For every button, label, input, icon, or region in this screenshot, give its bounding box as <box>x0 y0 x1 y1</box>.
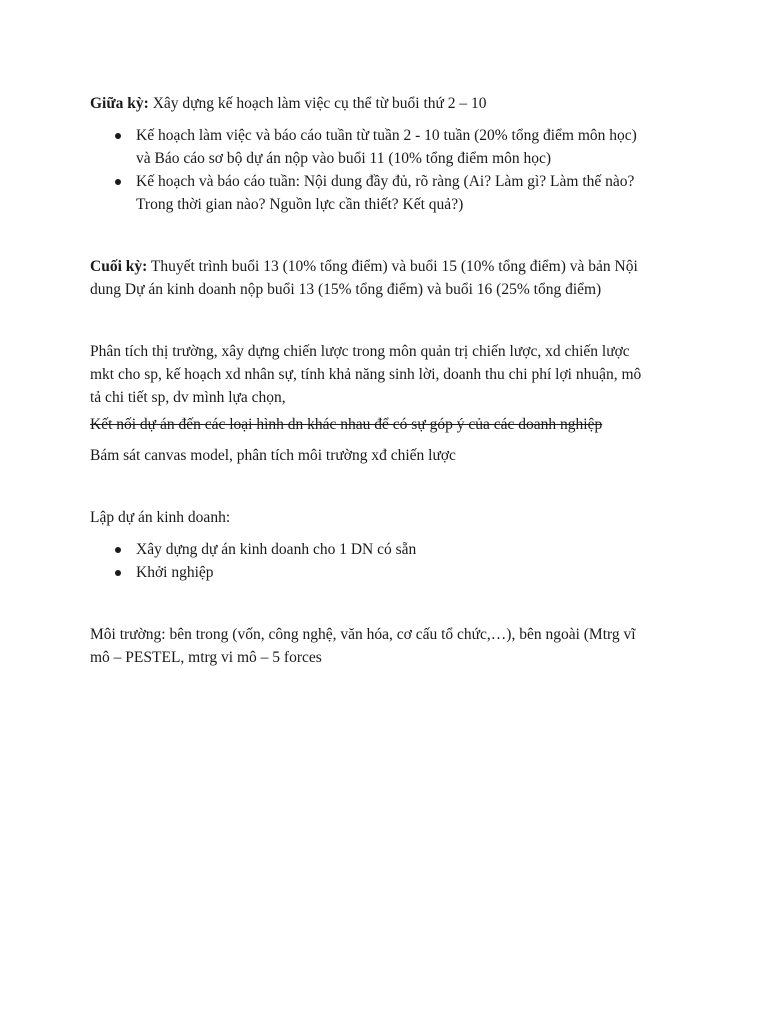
final-line1: Thuyết trình buổi 13 (10% tổng điểm) và buổi 15 (10% tổng điểm) và bản Nội <box>147 258 638 275</box>
project-item-2: Khởi nghiệp <box>136 564 214 581</box>
list-item <box>90 538 690 561</box>
analysis-paragraph <box>90 340 690 409</box>
environment-paragraph <box>90 623 690 669</box>
final-line2: dung Dự án kinh doanh nộp buổi 13 (15% tổng điểm) và buổi 16 (25% tổng điểm) <box>90 281 602 298</box>
canvas-text: Bám sát canvas model, phân tích môi trường xđ chiến lược <box>90 447 456 464</box>
connect-strikethrough-text: Kết nối dự án đến các loại hình dn khác nhau để có sự góp ý của các doanh nghiệp <box>90 416 603 433</box>
analysis-line1: Phân tích thị trường, xây dựng chiến lược trong môn quản trị chiến lược, xd chiến lược <box>90 343 630 360</box>
midterm-bullet-1-line2: và Báo cáo sơ bộ dự án nộp vào buổi 11 (10% tổng điểm môn học) <box>136 150 552 167</box>
final-paragraph <box>90 255 690 301</box>
final-label: Cuối kỳ: <box>90 258 148 275</box>
midterm-bullet-1-line1: Kế hoạch làm việc và báo cáo tuần từ tuần 2 - 10 tuần (20% tổng điểm môn học) <box>136 127 637 144</box>
list-item <box>90 561 690 584</box>
midterm-bullet-list <box>90 124 690 216</box>
list-item <box>90 124 690 170</box>
environment-line2: mô – PESTEL, mtrg vi mô – 5 forces <box>90 649 322 666</box>
project-bullet-list <box>90 538 690 584</box>
environment-line1: Môi trường: bên trong (vốn, công nghệ, văn hóa, cơ cấu tổ chức,…), bên ngoài (Mtrg vĩ <box>90 626 636 643</box>
project-item-1: Xây dựng dự án kinh doanh cho 1 DN có sẵn <box>136 541 417 558</box>
list-item <box>90 170 690 216</box>
project-heading-paragraph <box>90 506 690 529</box>
connect-paragraph <box>90 413 690 436</box>
canvas-paragraph <box>90 444 690 467</box>
midterm-text: Xây dựng kế hoạch làm việc cụ thể từ buổi thứ 2 – 10 <box>148 95 487 112</box>
midterm-bullet-2-line2: Trong thời gian nào? Nguồn lực cần thiết? Kết quả?) <box>136 196 464 213</box>
analysis-line2: mkt cho sp, kế hoạch xd nhân sự, tính khả năng sinh lời, doanh thu chi phí lợi nhuận, mô <box>90 366 642 383</box>
analysis-line3: tả chi tiết sp, dv mình lựa chọn, <box>90 389 286 406</box>
project-heading: Lập dự án kinh doanh: <box>90 509 231 526</box>
midterm-paragraph <box>90 92 690 115</box>
midterm-bullet-2-line1: Kế hoạch và báo cáo tuần: Nội dung đầy đủ, rõ ràng (Ai? Làm gì? Làm thế nào? <box>136 173 635 190</box>
midterm-label: Giữa kỳ: <box>90 95 149 112</box>
